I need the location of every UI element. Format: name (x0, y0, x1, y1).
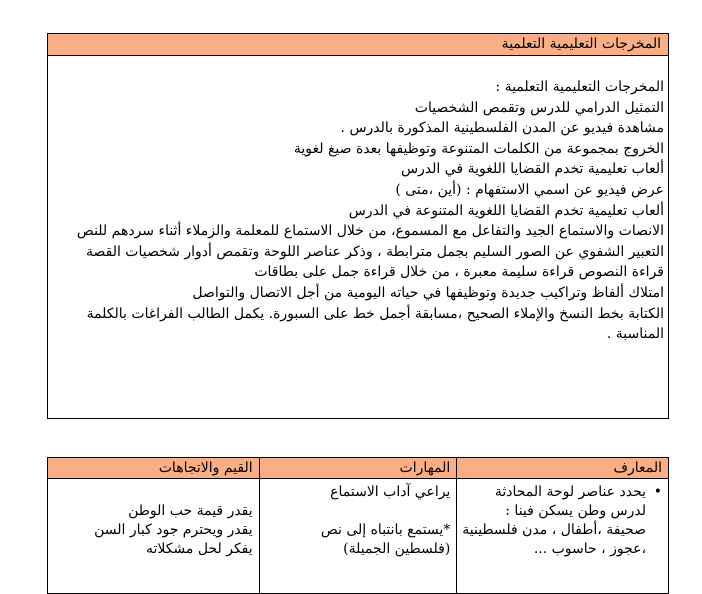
skills-cell (259, 479, 457, 594)
value-item: يفكر لحل مشكلاته (145, 541, 253, 557)
outcome-line: الخروج بمجموعة من الكلمات المتنوعة وتوظيفها بعدة صيغ لغوية (293, 140, 664, 157)
outcome-line: ألعاب تعليمية تخدم القضايا اللغوية في الدرس (400, 161, 664, 178)
values-header: القيم والاتجاهات (48, 458, 260, 479)
outcome-line: قراءة النصوص قراءة سليمة معبرة ، من خلال قراءة جمل على بطاقات (254, 264, 664, 281)
values-cell (48, 479, 260, 594)
outcome-line: ألعاب تعليمية تخدم القضايا اللغوية المتنوعة في الدرس (348, 202, 664, 219)
outcomes-header: المخرجات التعليمية التعلمية (48, 34, 668, 56)
table-header-row (48, 458, 669, 479)
knowledge-item (461, 483, 662, 559)
outcome-line: التمثيل الدرامي للدرس وتقمص الشخصيات (414, 99, 664, 116)
skill-item: يراعي آداب الاستماع (330, 484, 451, 500)
outcome-line: المخرجات التعليمية التعلمية : (495, 79, 664, 95)
outcomes-section (47, 33, 669, 419)
value-item: يقدر قيمة حب الوطن (128, 503, 253, 519)
bullet-icon: • (653, 484, 662, 500)
knowledge-header: المعارف (457, 458, 669, 479)
skills-header: المهارات (259, 458, 457, 479)
outcome-line: الكتابة بخط النسخ والإملاء الصحيح ،مسابقة أجمل خط على السبورة. يكمل الطالب الفراغات بالكلمة المناسبة . (86, 305, 664, 343)
outcome-line: مشاهدة فيديو عن المدن الفلسطينية المذكورة بالدرس . (340, 120, 664, 137)
outcome-line: عرض فيديو عن اسمي الاستفهام : (أين ،متى ) (395, 181, 664, 198)
outcome-line: التعبير الشفوي عن الصور السليم بجمل مترابطة ، وذكر عناصر اللوحة وتقمص أدوار شخصيات القصة (85, 243, 664, 260)
lesson-table (47, 457, 669, 594)
skill-item: (فلسطين الجميلة) (343, 541, 451, 557)
table-row (48, 479, 669, 594)
skill-item: *يستمع بانتباه إلى نص (320, 522, 451, 538)
outcome-line: امتلاك ألفاظ وتراكيب جديدة وتوظيفها في حياته اليومية من أجل الاتصال والتواصل (192, 284, 664, 301)
outcome-line: الانصات والاستماع الجيد والتفاعل مع المسموع، من خلال الاستماع للمعلمة والزملاء أثناء سردهم للنص (76, 223, 664, 240)
knowledge-text: يحدد عناصر لوحة المحادثة لدرس وطن يسكن فينا : صحيفة ،أطفال ، مدن فلسطينية ،عجوز ، حاسوب ... (462, 484, 646, 557)
knowledge-cell (457, 479, 669, 594)
outcomes-body (48, 56, 668, 345)
value-item: يقدر ويحترم جود كبار السن (94, 522, 253, 538)
